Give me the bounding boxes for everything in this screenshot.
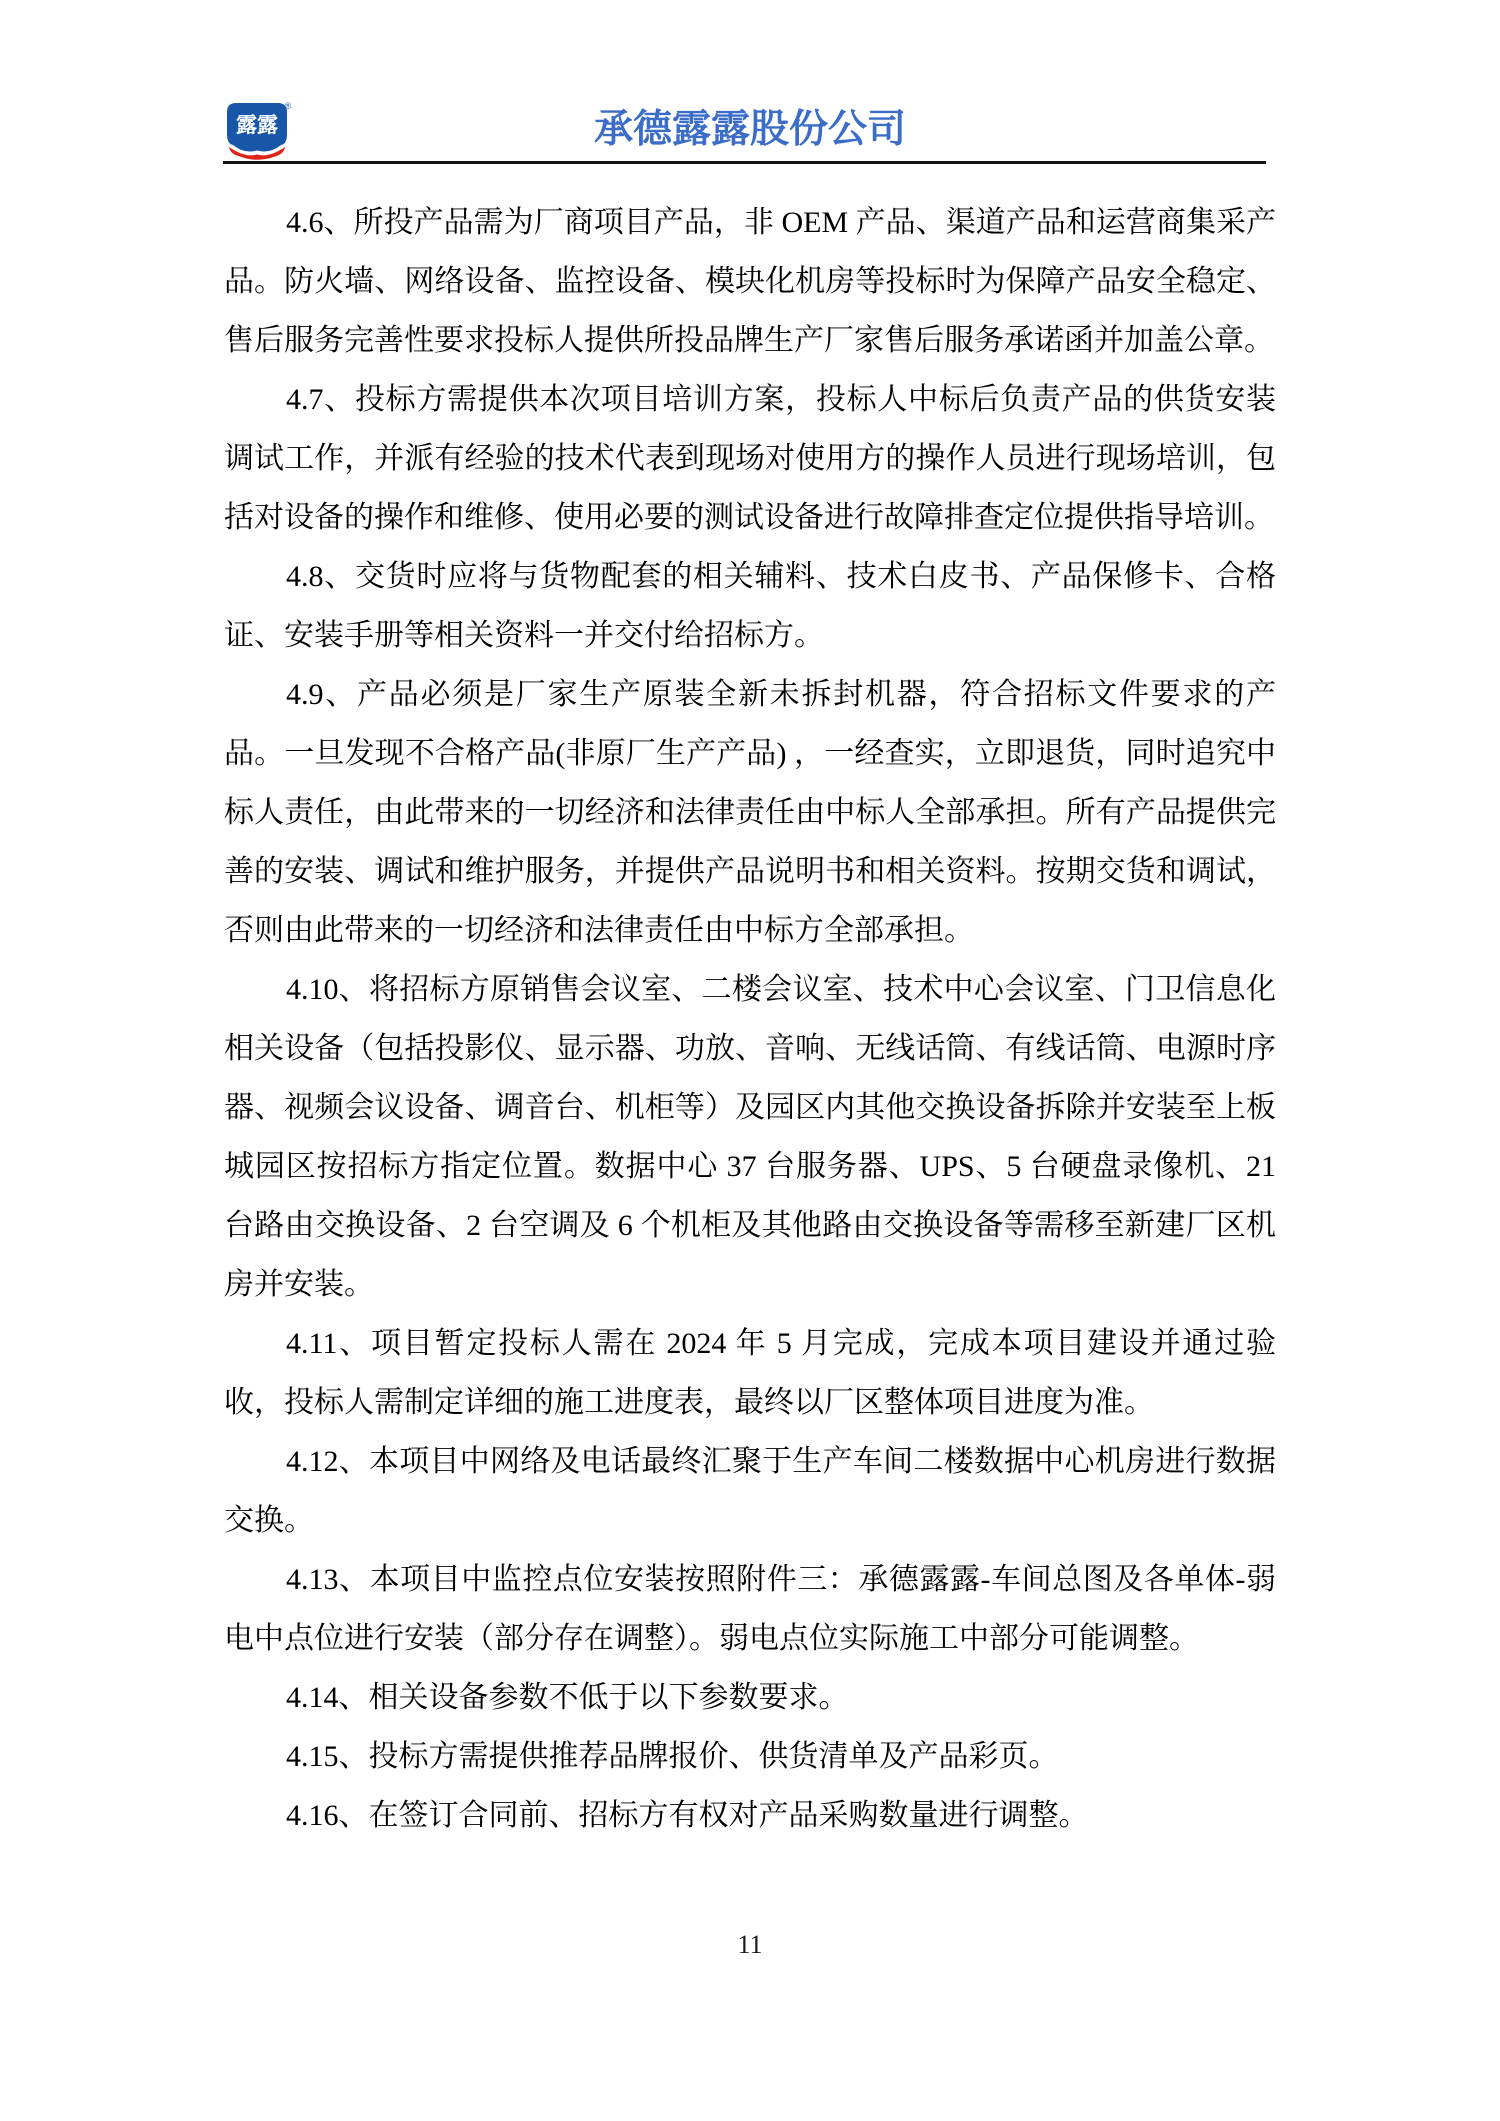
paragraph-4-9: 4.9、产品必须是厂家生产原装全新未拆封机器，符合招标文件要求的产品。一旦发现不合格产品(非原厂生产产品) ，一经查实，立即退货，同时追究中标人责任，由此带来的一切经济和法律责任由中标人全部承担。所有产品提供完善的安装、调试和维护服务，并提供产品说明书和相关资料。按期交货和调试，否则由此带来的一切经济和法律责任由中标方全部承担。 — [224, 678, 1276, 947]
paragraph-4-14: 4.14、相关设备参数不低于以下参数要求。 — [286, 1681, 849, 1714]
page-header — [0, 0, 1500, 170]
header-divider — [223, 161, 1266, 164]
paragraph-4-10: 4.10、将招标方原销售会议室、二楼会议室、技术中心会议室、门卫信息化相关设备（包括投影仪、显示器、功放、音响、无线话筒、有线话筒、电源时序器、视频会议设备、调音台、机柜等）及园区内其他交换设备拆除并安装至上板城园区按招标方指定位置。数据中心 37 台服务器、UPS、5 台硬盘录像机、21 台路由交换设备、2 台空调及 6 个机柜及其他路由交换设备等需移至新建厂区机房并安装。 — [224, 973, 1276, 1301]
logo-text: 露露 — [236, 114, 278, 137]
paragraph-4-11: 4.11、项目暂定投标人需在 2024 年 5 月完成，完成本项目建设并通过验收，投标人需制定详细的施工进度表，最终以厂区整体项目进度为准。 — [224, 1327, 1276, 1419]
page-number: 11 — [737, 1930, 763, 1959]
paragraph-4-16: 4.16、在签订合同前、招标方有权对产品采购数量进行调整。 — [286, 1799, 1089, 1832]
company-title: 承德露露股份公司 — [593, 108, 906, 151]
document-body — [224, 193, 1276, 1845]
paragraph-4-8: 4.8、交货时应将与货物配套的相关辅料、技术白皮书、产品保修卡、合格证、安装手册等相关资料一并交付给招标方。 — [224, 560, 1276, 652]
page-footer — [0, 1930, 1500, 1960]
paragraph-4-15: 4.15、投标方需提供推荐品牌报价、供货清单及产品彩页。 — [286, 1740, 1059, 1773]
paragraph-4-6: 4.6、所投产品需为厂商项目产品，非 OEM 产品、渠道产品和运营商集采产品。防火墙、网络设备、监控设备、模块化机房等投标时为保障产品安全稳定、售后服务完善性要求投标人提供所投品牌生产厂家售后服务承诺函并加盖公章。 — [224, 206, 1276, 357]
paragraph-4-13: 4.13、本项目中监控点位安装按照附件三：承德露露-车间总图及各单体-弱电中点位进行安装（部分存在调整）。弱电点位实际施工中部分可能调整。 — [224, 1563, 1276, 1655]
paragraph-4-7: 4.7、投标方需提供本次项目培训方案，投标人中标后负责产品的供货安装调试工作，并派有经验的技术代表到现场对使用方的操作人员进行现场培训，包括对设备的操作和维修、使用必要的测试设备进行故障排查定位提供指导培训。 — [224, 383, 1276, 534]
logo-registered-mark: ® — [284, 101, 292, 111]
paragraph-4-12: 4.12、本项目中网络及电话最终汇聚于生产车间二楼数据中心机房进行数据交换。 — [224, 1445, 1276, 1537]
